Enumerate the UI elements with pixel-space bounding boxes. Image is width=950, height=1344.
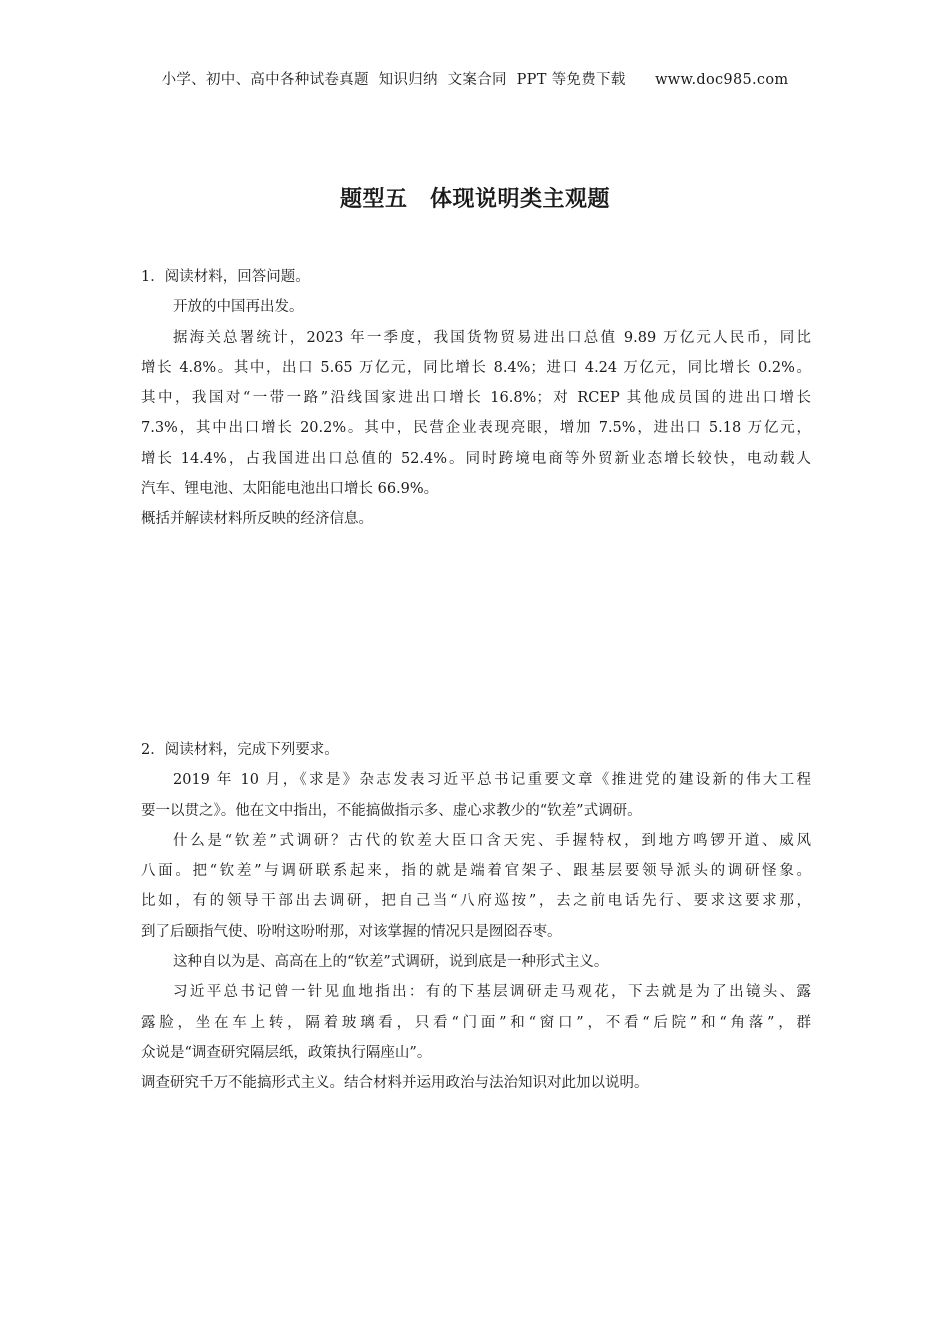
material-line: 据海关总署统计，2023 年一季度，我国货物贸易进出口总值 9.89 万亿元人民币，同比	[173, 329, 811, 346]
material-line: 要一以贯之》。他在文中指出，不能搞做指示多、虚心求教少的“钦差”式调研。	[141, 802, 642, 819]
material-line: 7.3%，其中出口增长 20.2%。其中，民营企业表现亮眼，增加 7.5%，进出口 5.18 万亿元，	[141, 420, 811, 437]
question-2	[141, 735, 811, 1099]
material-line: 开放的中国再出发。	[173, 299, 304, 316]
material-line: 其中，我国对“一带一路”沿线国家进出口增长 16.8%；对 RCEP 其他成员国的进出口增长	[141, 390, 811, 407]
page-title: 题型五 体现说明类主观题	[339, 187, 610, 212]
question-1	[141, 262, 811, 535]
material-line: 增长 14.4%，占我国进出口总值的 52.4%。同时跨境电商等外贸新业态增长较快，电动载人	[141, 450, 811, 467]
material-line: 众说是“调查研究隔层纸，政策执行隔座山”。	[141, 1044, 432, 1061]
question-1-prompt: 1．阅读材料，回答问题。	[141, 269, 310, 285]
material-line: 增长 4.8%。其中，出口 5.65 万亿元，同比增长 8.4%；进口 4.24 万亿元，同比增长 0.2%。	[141, 359, 811, 376]
material-line: 到了后颐指气使、吩咐这吩咐那，对该掌握的情况只是囫囵吞枣。	[141, 923, 562, 940]
question-1-task: 概括并解读材料所反映的经济信息。	[141, 511, 373, 528]
material-line: 习近平总书记曾一针见血地指出：有的下基层调研走马观花，下去就是为了出镜头、露	[173, 984, 811, 1001]
material-line: 汽车、锂电池、太阳能电池出口增长 66.9%。	[141, 481, 439, 498]
question-2-task: 调查研究千万不能搞形式主义。结合材料并运用政治与法治知识对此加以说明。	[141, 1075, 649, 1092]
page-header: 小学、初中、高中各种试卷真题 知识归纳 文案合同 PPT 等免费下载 www.doc985.com	[161, 72, 789, 88]
material-line: 这种自以为是、高高在上的“钦差”式调研，说到底是一种形式主义。	[173, 954, 609, 971]
material-line: 2019 年 10 月，《求是》杂志发表习近平总书记重要文章《推进党的建设新的伟大工程	[173, 772, 811, 789]
material-line: 八面。把“钦差”与调研联系起来，指的就是端着官架子、跟基层要领导派头的调研怪象。	[141, 863, 811, 880]
question-2-prompt: 2．阅读材料，完成下列要求。	[141, 742, 339, 758]
material-line: 什么是“钦差”式调研？古代的钦差大臣口含天宪、手握特权，到地方鸣锣开道、威风	[173, 832, 811, 849]
material-line: 比如，有的领导干部出去调研，把自己当“八府巡按”，去之前电话先行、要求这要求那，	[141, 893, 811, 910]
material-line: 露脸，坐在车上转，隔着玻璃看，只看“门面”和“窗口”，不看“后院”和“角落”，群	[141, 1014, 811, 1031]
